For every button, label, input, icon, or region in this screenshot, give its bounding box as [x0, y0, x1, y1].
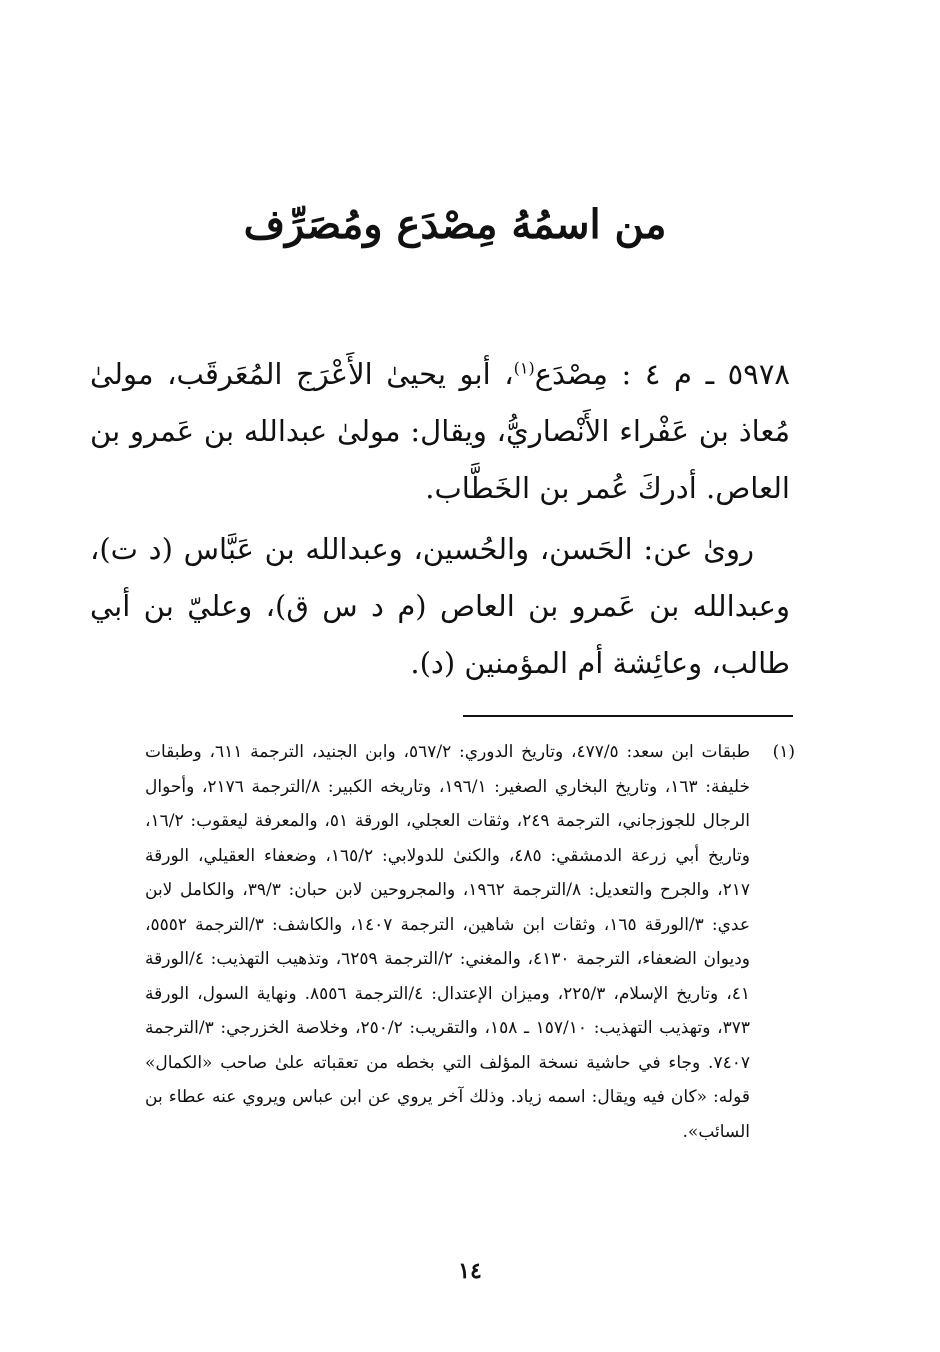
- narrations-text: روىٰ عن: الحَسن، والحُسين، وعبدالله بن عَبَّاس (د ت)، وعبدالله بن عَمرو بن العاص (م د س ق)، وعليّ بن أبي طالب، وعائِشة أم المؤمنين (د).: [90, 532, 790, 680]
- entry-number-and-name: ٥٩٧٨ ـ م ٤ : مِصْدَع: [534, 357, 790, 391]
- footnote-number: (١): [772, 742, 795, 762]
- footnote-separator: [463, 715, 793, 717]
- section-title: من اسمُهُ مِصْدَع ومُصَرِّف: [243, 201, 667, 248]
- footnote-marker[interactable]: (١): [513, 358, 535, 378]
- entry-biography-text: ، أبو يحيىٰ الأَعْرَج المُعَرقَب، مولىٰ مُعاذ بن عَفْراء الأَنْصاريُّ، ويقال: مولىٰ عبدالله بن عَمرو بن العاص. أدركَ عُمر بن الخَطَّاب.: [90, 357, 790, 505]
- entry-paragraph-narrations: [90, 521, 790, 692]
- entry-paragraph-biography: [90, 346, 790, 517]
- footnote-text: طبقات ابن سعد: ٤٧٧/٥، وتاريخ الدوري: ٥٦٧/٢، وابن الجنيد، الترجمة ٦١١، وطبقات خليفة: ١٦٣، وتاريخ البخاري الصغير: ١٩٦/١، وتاريخه الكبير: ٨/الترجمة ٢١٧٦، وأحوال الرجال للجوزجاني، الترجمة ٢٤٩، وثقات العجلي، الورقة ٥١، والمعرفة ليعقوب: ١٦/٢، وتاريخ أبي زرعة الدمشقي: ٤٨٥، والكنىٰ للدولابي: ١٦٥/٢، وضعفاء العقيلي، الورقة ٢١٧، والجرح والتعديل: ٨/الترجمة ١٩٦٢، والمجروحين لابن حبان: ٣٩/٣، والكامل لابن عدي: ٣/الورقة ١٦٥، وثقات ابن شاهين، الترجمة ١٤٠٧، والكاشف: ٣/الترجمة ٥٥٥٢، وديوان الضعفاء، الترجمة ٤١٣٠، والمغني: ٢/الترجمة ٦٢٥٩، وتذهيب التهذيب: ٤/الورقة ٤١، وتاريخ الإسلام، ٢٢٥/٣، وميزان الإعتدال: ٤/الترجمة ٨٥٥٦. ونهاية السول، الورقة ٣٧٣، وتهذيب التهذيب: ١٥٧/١٠ ـ ١٥٨، والتقريب: ٢٥٠/٢، وخلاصة الخزرجي: ٣/الترجمة ٧٤٠٧. وجاء في حاشية نسخة المؤلف التي بخطه من تعقباته علىٰ صاحب «الكمال» قوله: «كان فيه ويقال: اسمه زياد. وذلك آخر يروي عن ابن عباس ويروي عنه عطاء بن السائب».: [145, 742, 751, 1142]
- page-number: ١٤: [458, 1258, 482, 1284]
